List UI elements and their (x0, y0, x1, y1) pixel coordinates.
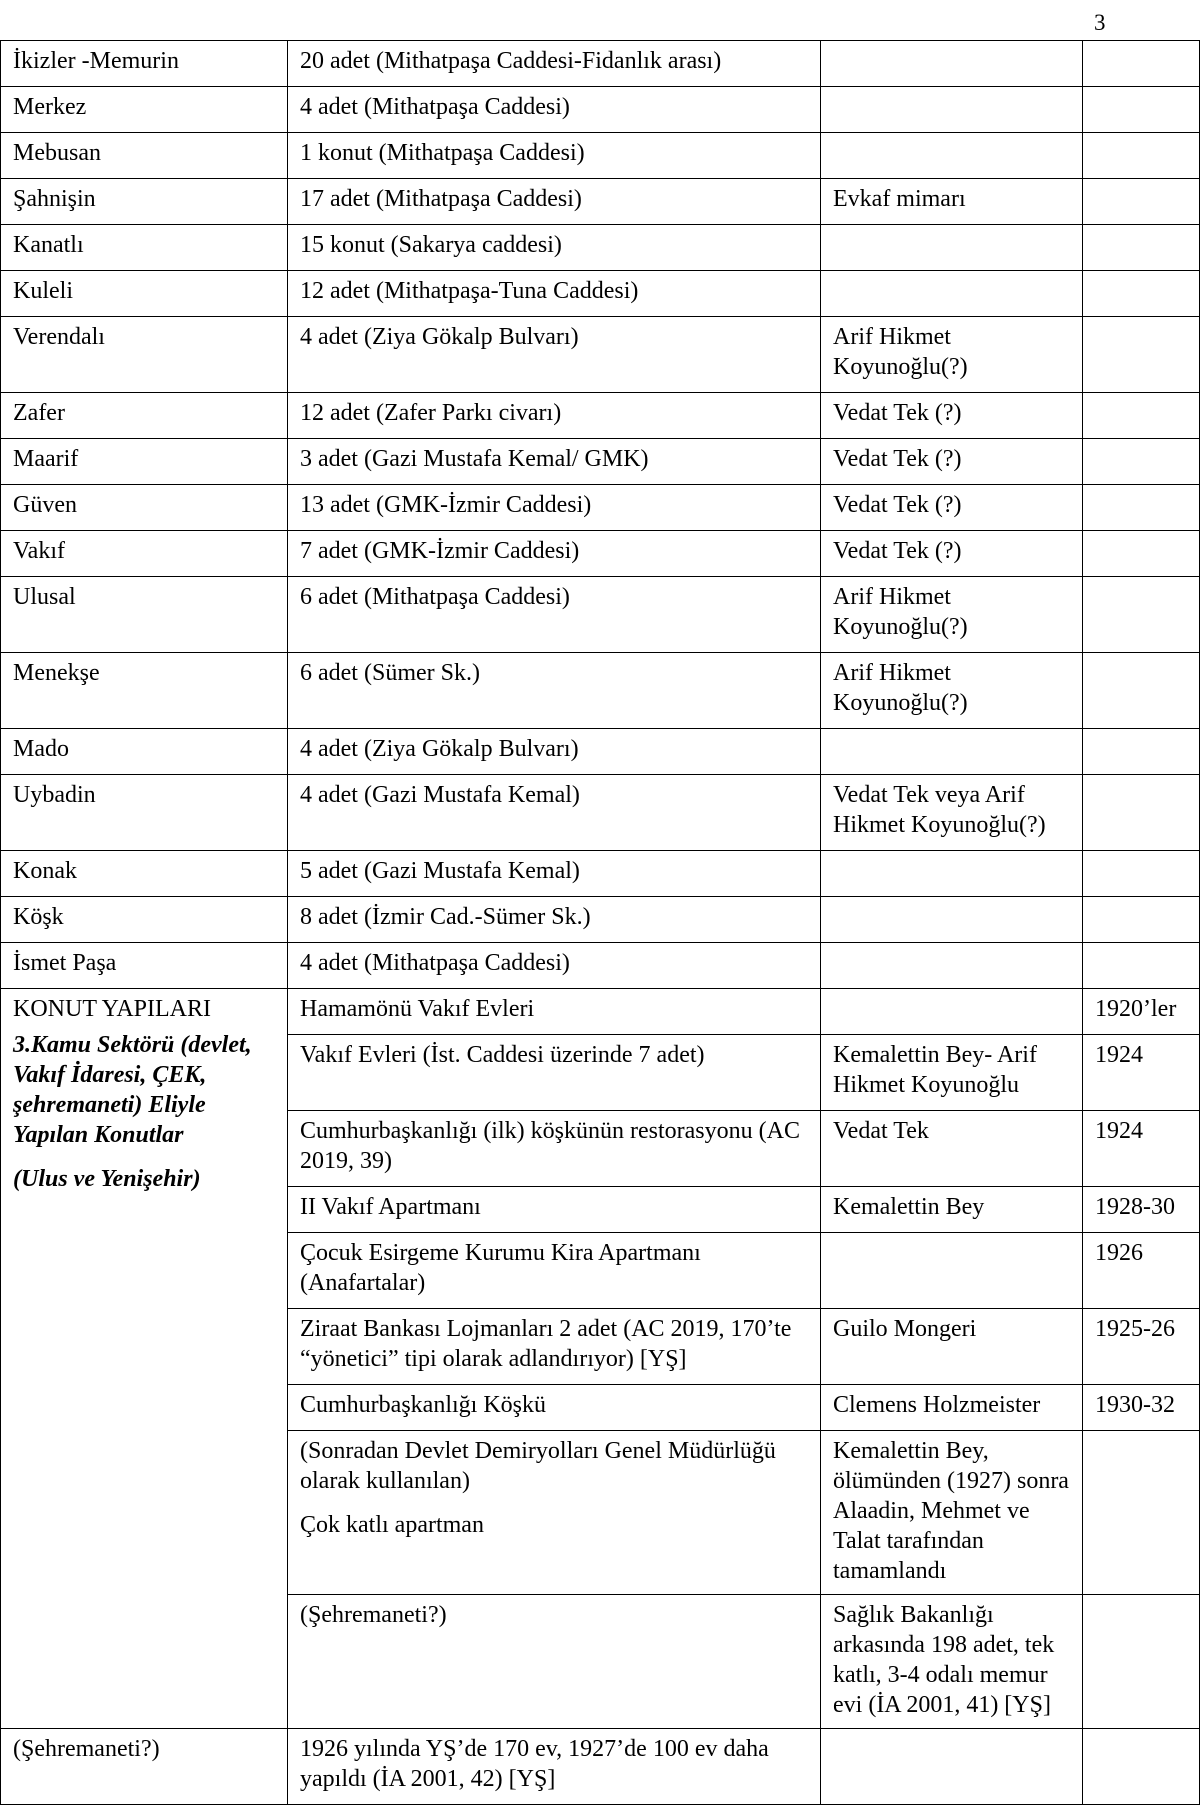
table-row (1, 317, 1200, 393)
section-category-cell (1, 989, 288, 1729)
name-cell: Mado (1, 729, 288, 775)
date-cell (1083, 1431, 1200, 1595)
desc-cell: 6 adet (Sümer Sk.) (288, 653, 821, 729)
name-cell: Mebusan (1, 133, 288, 179)
date-cell (1083, 729, 1200, 775)
desc-cell: 5 adet (Gazi Mustafa Kemal) (288, 851, 821, 897)
date-cell (1083, 577, 1200, 653)
desc-cell: 17 adet (Mithatpaşa Caddesi) (288, 179, 821, 225)
section-location: (Ulus ve Yenişehir) (13, 1166, 201, 1192)
table-row (1, 729, 1200, 775)
desc-cell: Çocuk Esirgeme Kurumu Kira Apartmanı (Anafartalar) (288, 1233, 821, 1309)
date-cell (1083, 485, 1200, 531)
page-number: 3 (1094, 10, 1106, 35)
table-row (1, 531, 1200, 577)
architect-cell: Vedat Tek (?) (821, 531, 1083, 577)
date-cell (1083, 87, 1200, 133)
name-cell: Güven (1, 485, 288, 531)
desc-cell: 12 adet (Zafer Parkı civarı) (288, 393, 821, 439)
desc-cell: 3 adet (Gazi Mustafa Kemal/ GMK) (288, 439, 821, 485)
architect-cell (821, 729, 1083, 775)
table-row (1, 775, 1200, 851)
date-cell (1083, 271, 1200, 317)
section-heading: KONUT YAPILARI (13, 996, 211, 1022)
desc-cell: 15 konut (Sakarya caddesi) (288, 225, 821, 271)
table-row (1, 485, 1200, 531)
desc-cell: 12 adet (Mithatpaşa-Tuna Caddesi) (288, 271, 821, 317)
desc-cell: 1926 yılında YŞ’de 170 ev, 1927’de 100 ev daha yapıldı (İA 2001, 42) [YŞ] (288, 1729, 821, 1805)
desc-text-2: Çok katlı apartman (300, 1512, 484, 1538)
table-row (1, 179, 1200, 225)
architect-cell (821, 87, 1083, 133)
table-row (1, 225, 1200, 271)
table-row (1, 439, 1200, 485)
table-row (1, 897, 1200, 943)
section-subheading: 3.Kamu Sektörü (devlet, Vakıf İdaresi, ÇEK, şehremaneti) Eliyle Yapılan Konutlar (13, 1032, 252, 1148)
desc-cell: Cumhurbaşkanlığı Köşkü (288, 1385, 821, 1431)
architect-cell (821, 989, 1083, 1035)
date-cell (1083, 317, 1200, 393)
table-row (1, 133, 1200, 179)
date-cell (1083, 1729, 1200, 1805)
date-cell (1083, 851, 1200, 897)
architect-cell (821, 943, 1083, 989)
architect-cell (821, 225, 1083, 271)
date-cell: 1930-32 (1083, 1385, 1200, 1431)
name-cell: Ulusal (1, 577, 288, 653)
date-cell (1083, 943, 1200, 989)
architect-cell (821, 133, 1083, 179)
architect-cell: Kemalettin Bey (821, 1187, 1083, 1233)
date-cell (1083, 531, 1200, 577)
date-cell (1083, 41, 1200, 87)
architect-cell: Vedat Tek veya Arif Hikmet Koyunoğlu(?) (821, 775, 1083, 851)
name-cell: İsmet Paşa (1, 943, 288, 989)
table-row (1, 393, 1200, 439)
name-cell: İkizler -Memurin (1, 41, 288, 87)
name-cell: Şahnişin (1, 179, 288, 225)
date-cell (1083, 775, 1200, 851)
table-row (1, 943, 1200, 989)
architect-cell: Kemalettin Bey- Arif Hikmet Koyunoğlu (821, 1035, 1083, 1111)
architect-cell (1083, 1595, 1200, 1729)
architect-cell: Vedat Tek (?) (821, 393, 1083, 439)
name-cell: Kanatlı (1, 225, 288, 271)
name-cell: Merkez (1, 87, 288, 133)
name-cell: Vakıf (1, 531, 288, 577)
architect-cell: Vedat Tek (?) (821, 439, 1083, 485)
desc-cell: 1 konut (Mithatpaşa Caddesi) (288, 133, 821, 179)
desc-cell: 4 adet (Ziya Gökalp Bulvarı) (288, 317, 821, 393)
architect-cell: Arif Hikmet Koyunoğlu(?) (821, 577, 1083, 653)
desc-cell: II Vakıf Apartmanı (288, 1187, 821, 1233)
table-row (1, 87, 1200, 133)
date-cell: 1925-26 (1083, 1309, 1200, 1385)
desc-cell: Cumhurbaşkanlığı (ilk) köşkünün restorasyonu (AC 2019, 39) (288, 1111, 821, 1187)
architect-cell (821, 851, 1083, 897)
date-cell: 1926 (1083, 1233, 1200, 1309)
date-cell (1083, 225, 1200, 271)
table-row (1, 989, 1200, 1035)
desc-cell: 6 adet (Mithatpaşa Caddesi) (288, 577, 821, 653)
table-row (1, 41, 1200, 87)
table-row (1, 851, 1200, 897)
date-cell: 1924 (1083, 1035, 1200, 1111)
date-cell (1083, 653, 1200, 729)
desc-cell: Ziraat Bankası Lojmanları 2 adet (AC 2019, 170’te “yönetici” tipi olarak adlandırıyor) [YŞ] (288, 1309, 821, 1385)
date-cell (1083, 393, 1200, 439)
date-cell (1083, 439, 1200, 485)
date-cell (1083, 179, 1200, 225)
table-row (1, 577, 1200, 653)
housing-table (0, 40, 1200, 1805)
architect-cell: Guilo Mongeri (821, 1309, 1083, 1385)
desc-cell: Hamamönü Vakıf Evleri (288, 989, 821, 1035)
desc-cell: 8 adet (İzmir Cad.-Sümer Sk.) (288, 897, 821, 943)
name-cell: Konak (1, 851, 288, 897)
desc-cell: 4 adet (Mithatpaşa Caddesi) (288, 943, 821, 989)
desc-cell: 4 adet (Gazi Mustafa Kemal) (288, 775, 821, 851)
name-cell: Kuleli (1, 271, 288, 317)
desc-cell: Vakıf Evleri (İst. Caddesi üzerinde 7 adet) (288, 1035, 821, 1111)
architect-cell: Arif Hikmet Koyunoğlu(?) (821, 317, 1083, 393)
table-row (1, 653, 1200, 729)
architect-cell: Vedat Tek (?) (821, 485, 1083, 531)
architect-cell: Clemens Holzmeister (821, 1385, 1083, 1431)
architect-cell (821, 897, 1083, 943)
date-cell (1083, 897, 1200, 943)
architect-cell (821, 271, 1083, 317)
name-cell: Zafer (1, 393, 288, 439)
name-cell: Köşk (1, 897, 288, 943)
name-cell: (Şehremaneti?) (288, 1595, 821, 1729)
desc-cell: 13 adet (GMK-İzmir Caddesi) (288, 485, 821, 531)
name-cell: Menekşe (1, 653, 288, 729)
desc-cell: 4 adet (Ziya Gökalp Bulvarı) (288, 729, 821, 775)
date-cell: 1924 (1083, 1111, 1200, 1187)
name-cell: Verendalı (1, 317, 288, 393)
architect-cell: Vedat Tek (821, 1111, 1083, 1187)
desc-text: (Sonradan Devlet Demiryolları Genel Müdürlüğü olarak kullanılan) (300, 1438, 776, 1494)
desc-cell: 20 adet (Mithatpaşa Caddesi-Fidanlık arası) (288, 41, 821, 87)
desc-cell: 4 adet (Mithatpaşa Caddesi) (288, 87, 821, 133)
architect-cell (821, 41, 1083, 87)
architect-cell: Evkaf mimarı (821, 179, 1083, 225)
table-row (1, 271, 1200, 317)
date-cell (1083, 133, 1200, 179)
desc-cell (288, 1431, 821, 1595)
desc-cell: 7 adet (GMK-İzmir Caddesi) (288, 531, 821, 577)
date-cell: 1928-30 (1083, 1187, 1200, 1233)
architect-cell: Kemalettin Bey, ölümünden (1927) sonra Alaadin, Mehmet ve Talat tarafından tamamlandı (821, 1431, 1083, 1595)
name-cell: (Şehremaneti?) (1, 1729, 288, 1805)
architect-cell (821, 1233, 1083, 1309)
name-cell: Uybadin (1, 775, 288, 851)
desc-cell: Sağlık Bakanlığı arkasında 198 adet, tek katlı, 3-4 odalı memur evi (İA 2001, 41) [YŞ] (821, 1595, 1083, 1729)
date-cell: 1920’ler (1083, 989, 1200, 1035)
architect-cell (821, 1729, 1083, 1805)
name-cell: Maarif (1, 439, 288, 485)
architect-cell: Arif Hikmet Koyunoğlu(?) (821, 653, 1083, 729)
table-row (1, 1729, 1200, 1805)
